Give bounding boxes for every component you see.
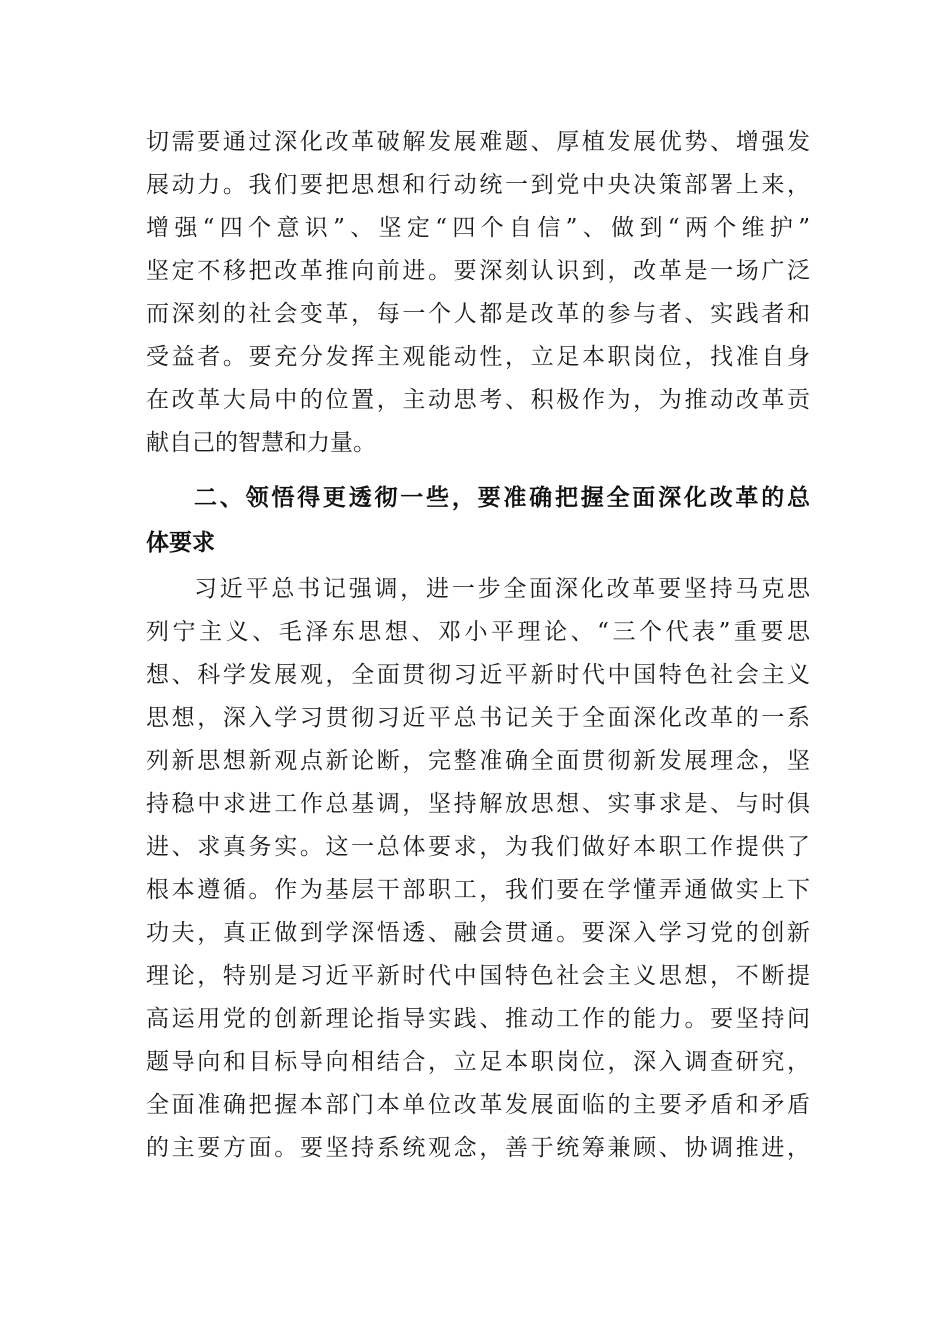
paragraph-2-line: 思想，深入学习贯彻习近平总书记关于全面深化改革的一系 bbox=[146, 705, 810, 731]
paragraph-1-line: 展动力。我们要把思想和行动统一到党中央决策部署上来， bbox=[146, 172, 810, 198]
paragraph-1-line: 献自己的智慧和力量。 bbox=[146, 430, 376, 456]
section-heading-line: 体要求 bbox=[146, 530, 215, 556]
section-heading-line: 二、领悟得更透彻一些，要准确把握全面深化改革的总 bbox=[194, 485, 810, 511]
paragraph-2-line: 根本遵循。作为基层干部职工，我们要在学懂弄通做实上下 bbox=[146, 877, 810, 903]
paragraph-2-line: 习近平总书记强调，进一步全面深化改革要坚持马克思 bbox=[194, 576, 810, 602]
paragraph-2-line: 列宁主义、毛泽东思想、邓小平理论、“三个代表”重要思 bbox=[146, 619, 810, 645]
paragraph-1-line: 在改革大局中的位置，主动思考、积极作为，为推动改革贡 bbox=[146, 387, 810, 413]
paragraph-2-line: 持稳中求进工作总基调，坚持解放思想、实事求是、与时俱 bbox=[146, 791, 810, 817]
paragraph-2-line: 题导向和目标导向相结合，立足本职岗位，深入调查研究， bbox=[146, 1049, 810, 1075]
paragraph-1-line: 切需要通过深化改革破解发展难题、厚植发展优势、增强发 bbox=[146, 129, 810, 155]
paragraph-2-line: 的主要方面。要坚持系统观念，善于统筹兼顾、协调推进， bbox=[146, 1135, 810, 1161]
paragraph-1-line: 增强“四个意识”、坚定“四个自信”、做到“两个维护” bbox=[146, 215, 810, 241]
paragraph-2-line: 想、科学发展观，全面贯彻习近平新时代中国特色社会主义 bbox=[146, 662, 810, 688]
paragraph-1-line: 受益者。要充分发挥主观能动性，立足本职岗位，找准自身 bbox=[146, 344, 810, 370]
paragraph-2-line: 高运用党的创新理论指导实践、推动工作的能力。要坚持问 bbox=[146, 1006, 810, 1032]
paragraph-2-line: 全面准确把握本部门本单位改革发展面临的主要矛盾和矛盾 bbox=[146, 1092, 810, 1118]
paragraph-2-line: 功夫，真正做到学深悟透、融会贯通。要深入学习党的创新 bbox=[146, 920, 810, 946]
paragraph-2-line: 列新思想新观点新论断，完整准确全面贯彻新发展理念，坚 bbox=[146, 748, 810, 774]
paragraph-2-line: 理论，特别是习近平新时代中国特色社会主义思想，不断提 bbox=[146, 963, 810, 989]
paragraph-1-line: 而深刻的社会变革，每一个人都是改革的参与者、实践者和 bbox=[146, 301, 810, 327]
paragraph-1-line: 坚定不移把改革推向前进。要深刻认识到，改革是一场广泛 bbox=[146, 258, 810, 284]
paragraph-2-line: 进、求真务实。这一总体要求，为我们做好本职工作提供了 bbox=[146, 834, 810, 860]
